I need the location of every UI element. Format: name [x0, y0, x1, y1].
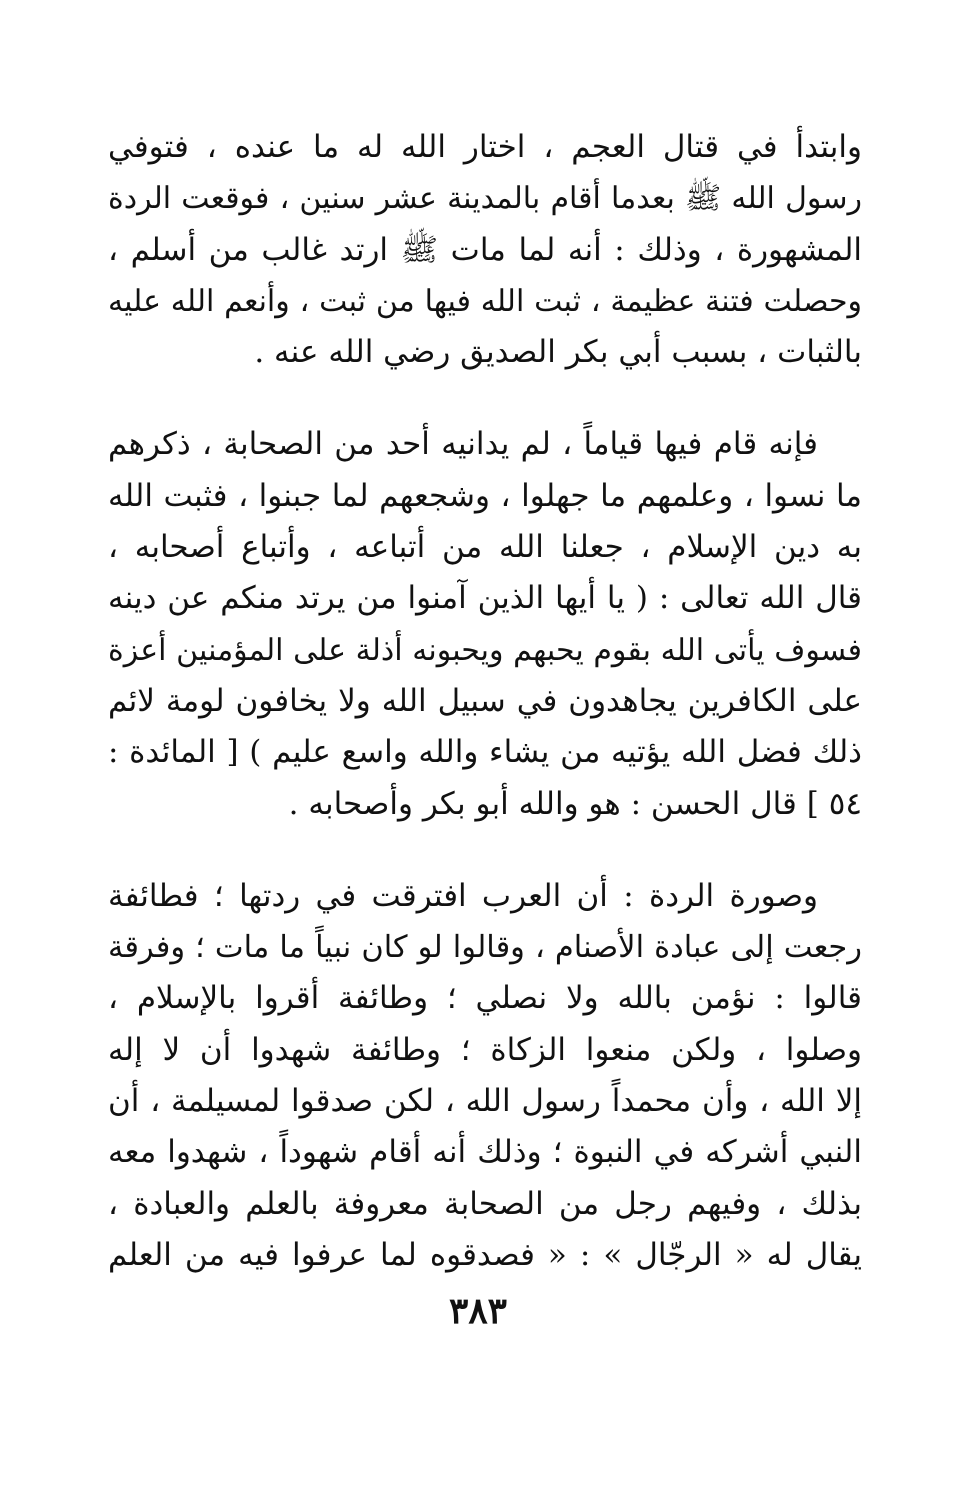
text-line: ذلك فضل الله يؤتيه من يشاء والله واسع عليم ) [ المائدة :	[108, 734, 862, 771]
paragraph-2	[108, 419, 862, 829]
text-line: فسوف يأتى الله بقوم يحبهم ويحبونه أذلة على المؤمنين أعزة	[108, 632, 862, 668]
text-line: يقال له « الرجّال » : « فصدقوه لما عرفوا فيه من العلم	[108, 1236, 862, 1273]
text-line: فإنه قام فيها قياماً ، لم يدانيه أحد من الصحابة ، ذكرهم	[108, 426, 818, 463]
paragraph-3	[108, 871, 862, 1281]
text-line: قال الله تعالى : ( يا أيها الذين آمنوا من يرتد منكم عن دينه	[108, 580, 862, 617]
text-line: وابتدأ في قتال العجم ، اختار الله له ما عنده ، فتوفي	[108, 129, 862, 165]
text-line: ما نسوا ، وعلمهم ما جهلوا ، وشجعهم لما جبنوا ، فثبت الله	[108, 477, 862, 514]
text-line: قالوا : نؤمن بالله ولا نصلي ؛ وطائفة أقروا بالإسلام ،	[108, 980, 862, 1017]
text-line: على الكافرين يجاهدون في سبيل الله ولا يخافون لومة لائم	[108, 682, 862, 719]
text-line: المشهورة ، وذلك : أنه لما مات ﷺ ارتد غالب من أسلم ،	[108, 231, 862, 268]
text-line: بالثبات ، بسبب أبي بكر الصديق رضي الله عنه .	[254, 334, 862, 371]
text-line: رسول الله ﷺ بعدما أقام بالمدينة عشر سنين ، فوقعت الردة	[108, 181, 862, 217]
text-line: وصلوا ، ولكن منعوا الزكاة ؛ وطائفة شهدوا أن لا إله	[108, 1031, 862, 1068]
text-line: وحصلت فتنة عظيمة ، ثبت الله فيها من ثبت ، وأنعم الله عليه	[108, 283, 862, 319]
paragraph-1	[108, 122, 862, 378]
text-line: ٥٤ ] قال الحسن : هو والله أبو بكر وأصحابه .	[288, 785, 862, 822]
text-line: به دين الإسلام ، جعلنا الله من أتباعه ، وأتباع أصحابه ،	[108, 529, 862, 566]
page-number: ٣٨٣	[448, 1290, 507, 1332]
text-line: بذلك ، وفيهم رجل من الصحابة معروفة بالعلم والعبادة ،	[108, 1185, 862, 1222]
text-line: إلا الله ، وأن محمداً رسول الله ، لكن صدقوا لمسيلمة ، أن	[108, 1083, 862, 1120]
text-line: رجعت إلى عبادة الأصنام ، وقالوا لو كان نبياً ما مات ؛ وفرقة	[108, 930, 862, 966]
text-line: وصورة الردة : أن العرب افترقت في ردتها ؛ فطائفة	[108, 877, 818, 914]
text-line: النبي أشركه في النبوة ؛ وذلك أنه أقام شهوداً ، شهدوا معه	[108, 1134, 862, 1171]
page-text	[108, 122, 862, 1281]
